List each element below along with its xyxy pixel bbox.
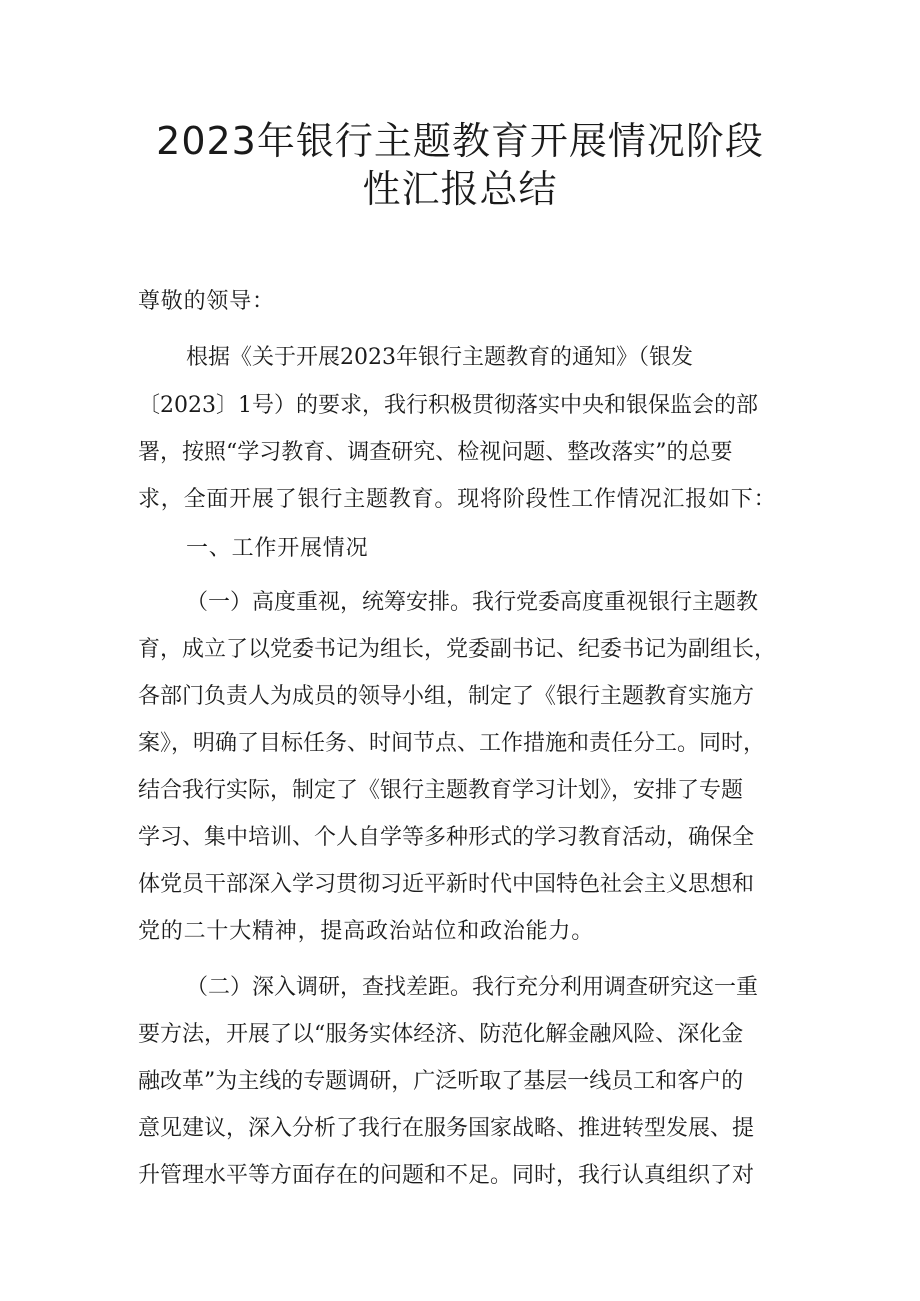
paragraph-line: （一）高度重视，统筹安排。我行党委高度重视银行主题教 xyxy=(186,590,759,615)
paragraph-line: 党的二十大精神，提高政治站位和政治能力。 xyxy=(138,919,595,944)
paragraph-line: 体党员干部深入学习贯彻习近平新时代中国特色社会主义思想和 xyxy=(138,872,755,897)
paragraph-line: 学习、集中培训、个人自学等多种形式的学习教育活动，确保全 xyxy=(138,825,755,850)
paragraph-line: 根据《关于开展2023年银行主题教育的通知》（银发 xyxy=(186,345,693,370)
section-heading: 一、工作开展情况 xyxy=(186,536,369,561)
document-title-line-1: 2023年银行主题教育开展情况阶段 xyxy=(156,119,764,163)
paragraph-line: 升管理水平等方面存在的问题和不足。同时，我行认真组织了对 xyxy=(138,1163,755,1188)
paragraph-line: （二）深入调研，查找差距。我行充分利用调查研究这一重 xyxy=(186,975,759,1000)
paragraph-line: 案》，明确了目标任务、时间节点、工作措施和责任分工。同时， xyxy=(138,731,766,756)
paragraph-line: 要方法，开展了以“服务实体经济、防范化解金融风险、深化金 xyxy=(138,1022,744,1047)
document-title-line-2: 性汇报总结 xyxy=(362,167,558,211)
paragraph-line: 各部门负责人为成员的领导小组，制定了《银行主题教育实施方 xyxy=(138,684,755,709)
salutation: 尊敬的领导： xyxy=(138,289,275,314)
paragraph-line: 〔2023〕1号）的要求，我行积极贯彻落实中央和银保监会的部 xyxy=(138,393,758,418)
paragraph-line: 结合我行实际，制定了《银行主题教育学习计划》，安排了专题 xyxy=(138,778,744,803)
paragraph-line: 育，成立了以党委书记为组长，党委副书记、纪委书记为副组长， xyxy=(138,637,777,662)
paragraph-line: 求，全面开展了银行主题教育。现将阶段性工作情况汇报如下： xyxy=(138,487,777,512)
paragraph-line: 意见建议，深入分析了我行在服务国家战略、推进转型发展、提 xyxy=(138,1116,755,1141)
paragraph-line: 署，按照“学习教育、调查研究、检视问题、整改落实”的总要 xyxy=(138,440,733,465)
paragraph-line: 融改革”为主线的专题调研，广泛听取了基层一线员工和客户的 xyxy=(138,1069,744,1094)
